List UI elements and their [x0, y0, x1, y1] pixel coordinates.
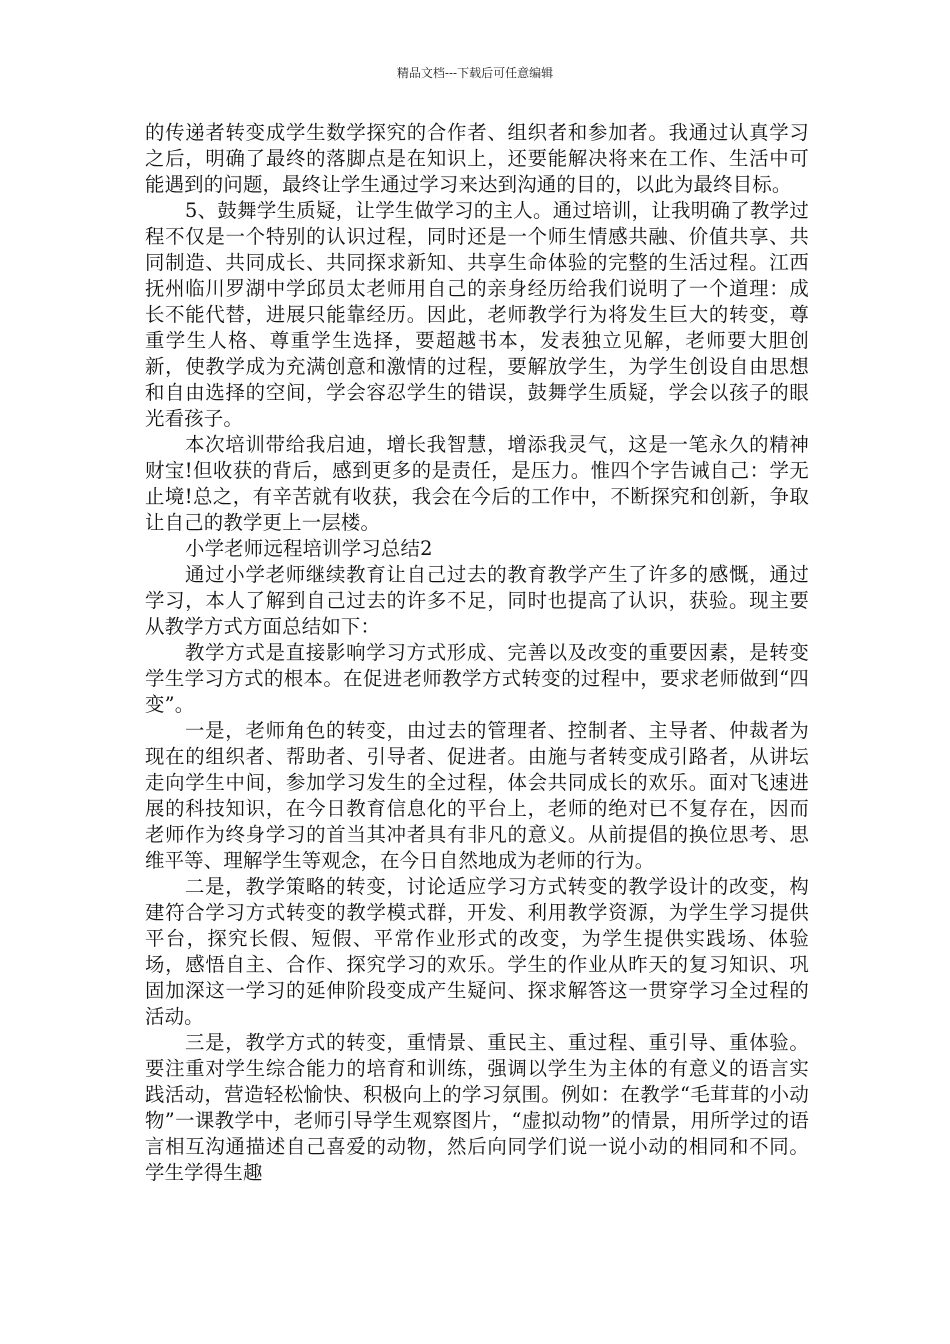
paragraph: 5、鼓舞学生质疑，让学生做学习的主人。通过培训，让我明确了教学过程不仅是一个特别的认识过程，同时还是一个师生情感共融、价值共享、共同制造、共同成长、共同探求新知、共享生命体验的完整的生活过程。江西抚州临川罗湖中学邱员太老师用自己的亲身经历给我们说明了一个道理：成长不能代替，进展只能靠经历。因此，老师教学行为将发生巨大的转变，尊重学生人格、尊重学生选择，要超越书本，发表独立见解，老师要大胆创新，使教学成为充满创意和激情的过程，要解放学生，为学生创设自由思想和自由选择的空间，学会容忍学生的错误，鼓舞学生质疑，学会以孩子的眼光看孩子。 [145, 199, 809, 430]
paragraph: 二是，教学策略的转变，讨论适应学习方式转变的教学设计的改变，构建符合学习方式转变的教学模式群，开发、利用教学资源，为学生学习提供平台，探究长假、短假、平常作业形式的改变，为学生提供实践场、体验场，感悟自主、合作、探究学习的欢乐。学生的作业从昨天的复习知识、巩固加深这一学习的延伸阶段变成产生疑问、探求解答这一贯穿学习全过程的活动。 [145, 875, 809, 1028]
paragraph: 三是，教学方式的转变，重情景、重民主、重过程、重引导、重体验。要注重对学生综合能力的培育和训练，强调以学生为主体的有意义的语言实践活动，营造轻松愉快、积极向上的学习氛围。例如：在教学“毛茸茸的小动物”一课教学中，老师引导学生观察图片，“虚拟动物”的情景，用所学过的语言相互沟通描述自己喜爱的动物，然后向同学们说一说小动的相同和不同。学生学得生趣 [145, 1031, 809, 1184]
page-header: 精品文档---下载后可任意编辑 [396, 66, 554, 80]
paragraph: 本次培训带给我启迪，增长我智慧，增添我灵气，这是一笔永久的精神财宝!但收获的背后，感到更多的是责任，是压力。惟四个字告诫自己：学无止境!总之，有辛苦就有收获，我会在今后的工作中，不断探究和创新，争取让自己的教学更上一层楼。 [145, 433, 809, 534]
paragraph: 一是，老师角色的转变，由过去的管理者、控制者、主导者、仲裁者为现在的组织者、帮助者、引导者、促进者。由施与者转变成引路者，从讲坛走向学生中间，参加学习发生的全过程，体会共同成长的欢乐。面对飞速进展的科技知识，在今日教育信息化的平台上，老师的绝对已不复存在，因而老师作为终身学习的首当其冲者具有非凡的意义。从前提倡的换位思考、思维平等、理解学生等观念，在今日自然地成为老师的行为。 [145, 719, 809, 872]
paragraph: 教学方式是直接影响学习方式形成、完善以及改变的重要因素，是转变学生学习方式的根本。在促进老师教学方式转变的过程中，要求老师做到“四变”。 [145, 641, 809, 716]
paragraph: 的传递者转变成学生数学探究的合作者、组织者和参加者。我通过认真学习之后，明确了最终的落脚点是在知识上，还要能解决将来在工作、生活中可能遇到的问题，最终让学生通过学习来达到沟通的目的，以此为最终目标。 [145, 121, 809, 196]
paragraph: 通过小学老师继续教育让自己过去的教育教学产生了许多的感慨，通过学习，本人了解到自己过去的许多不足，同时也提高了认识，获验。现主要从教学方式方面总结如下： [145, 563, 809, 638]
document-body [145, 120, 809, 1186]
section-title: 小学老师远程培训学习总结2 [185, 537, 433, 560]
